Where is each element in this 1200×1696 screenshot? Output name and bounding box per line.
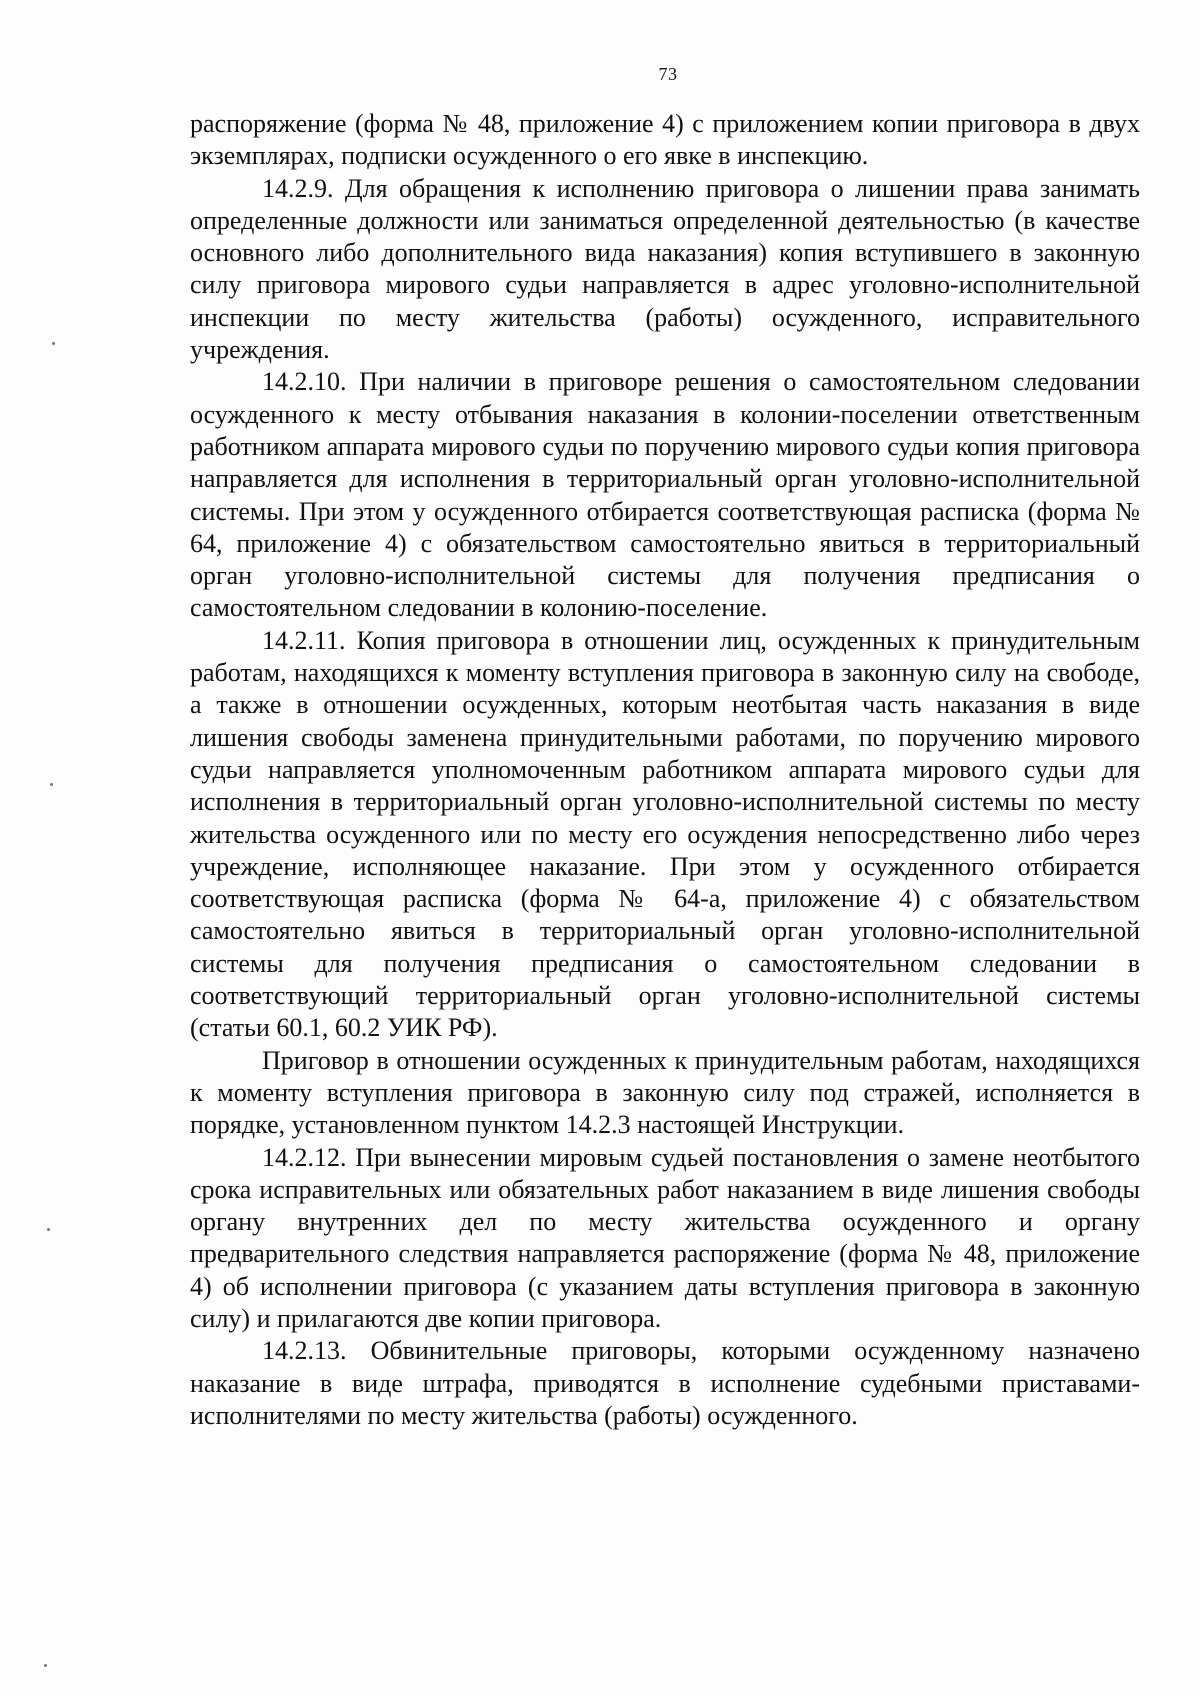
paragraph-sentence-under-guard: Приговор в отношении осужденных к принудительным работам, находящихся к моменту вступления приговора в законную силу под стражей, исполняется в порядке, установленном пунктом 14.2.3 настоящей Инструкции. <box>190 1045 1140 1140</box>
paragraph-14-2-9: 14.2.9. Для обращения к исполнению приговора о лишении права занимать определенные должности или заниматься определенной деятельностью (в качестве основного либо дополнительного вида наказания) копия вступившего в законную силу приговора мирового судьи направляется в адрес уголовно-исполнительной инспекции по месту жительства (работы) осужденного, исправительного учреждения. <box>190 173 1140 365</box>
scan-artifact-dot <box>50 783 53 786</box>
paragraph-14-2-11: 14.2.11. Копия приговора в отношении лиц, осужденных к принудительным работам, находящихся к моменту вступления приговора в законную силу на свободе, а также в отношении осужденных, которым неотбытая часть наказания в виде лишения свободы заменена принудительными работами, по поручению мирового судьи направляется уполномоченным работником аппарата мирового судьи для исполнения в территориальный орган уголовно-исполнительной системы по месту жительства осужденного или по месту его осуждения непосредственно либо через учреждение, исполняющее наказание. При этом у осужденного отбирается соответствующая расписка (форма № 64-а, приложение 4) с обязательством самостоятельно явиться в территориальный орган уголовно-исполнительной системы для получения предписания о самостоятельном следовании в соответствующий территориальный орган уголовно-исполнительной системы (статьи 60.1, 60.2 УИК РФ). <box>190 625 1140 1043</box>
paragraph-continuation: распоряжение (форма № 48, приложение 4) с приложением копии приговора в двух экземплярах, подписки осужденного о его явке в инспекцию. <box>190 109 1140 171</box>
scan-artifact-dot <box>44 1664 47 1667</box>
scan-artifact-dot <box>52 342 55 345</box>
paragraph-14-2-10: 14.2.10. При наличии в приговоре решения о самостоятельном следовании осужденного к месту отбывания наказания в колонии-поселении ответственным работником аппарата мирового судьи по поручению мирового судьи копия приговора направляется для исполнения в территориальный орган уголовно-исполнительной системы. При этом у осужденного отбирается соответствующая расписка (форма № 64, приложение 4) с обязательством самостоятельно явиться в территориальный орган уголовно-исполнительной системы для получения предписания о самостоятельном следовании в колонию-поселение. <box>190 367 1140 623</box>
page-number: 73 <box>658 64 678 84</box>
paragraph-14-2-13: 14.2.13. Обвинительные приговоры, которыми осужденному назначено наказание в виде штрафа, приводятся в исполнение судебными приставами-исполнителями по месту жительства (работы) осужденного. <box>190 1336 1140 1430</box>
document-body <box>190 108 1140 1432</box>
paragraph-14-2-12: 14.2.12. При вынесении мировым судьей постановления о замене неотбытого срока исправительных или обязательных работ наказанием в виде лишения свободы органу внутренних дел по месту жительства осужденного и органу предварительного следствия направляется распоряжение (форма № 48, приложение 4) об исполнении приговора (с указанием даты вступления приговора в законную силу) и прилагаются две копии приговора. <box>190 1142 1140 1333</box>
scan-artifact-dot <box>47 1228 50 1231</box>
